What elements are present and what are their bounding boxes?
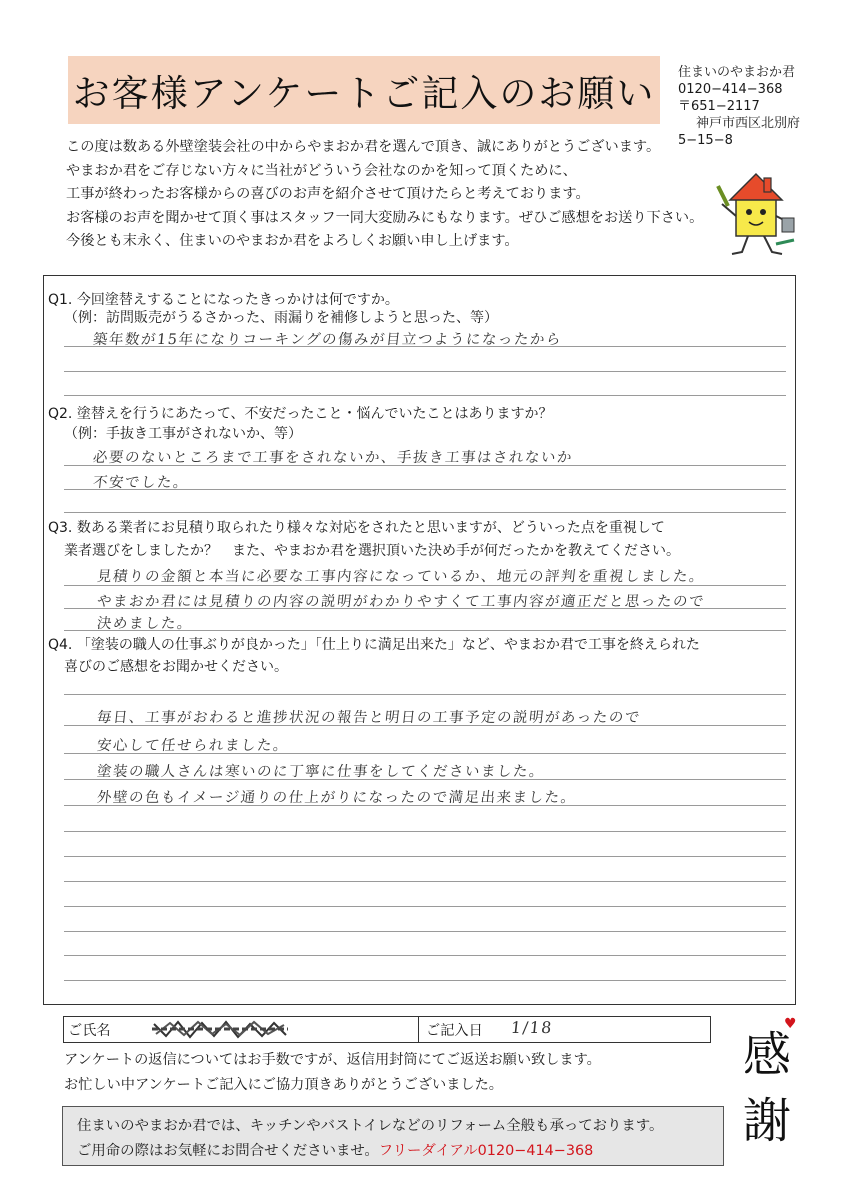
house-mascot-icon <box>716 160 800 260</box>
q4-question-cont: 喜びのご感想をお聞かせください。 <box>64 659 288 675</box>
intro-line: お客様のお声を聞かせて頂く事はスタッフ一同大変励みにもなります。ぜひご感想をお送り下さい。 <box>66 209 704 226</box>
answer-rule <box>64 630 786 631</box>
thanks-note: お忙しい中アンケートご記入にご協力頂きありがとうございました。 <box>64 1077 503 1093</box>
date-label: ご記入日 <box>426 1023 483 1039</box>
footer-box <box>62 1106 724 1166</box>
answer-rule <box>64 725 786 726</box>
q1-answer-line: 築年数が15年になりコーキングの傷みが目立つようになったから <box>92 332 563 348</box>
answer-rule <box>64 753 786 754</box>
footer-line-2 <box>77 1139 593 1160</box>
answer-rule <box>64 371 786 372</box>
answer-rule <box>64 980 786 981</box>
q3-answer-line: やまおか君には見積りの内容の説明がわかりやすくて工事内容が適正だと思ったので <box>96 594 706 610</box>
answer-rule <box>64 881 786 882</box>
name-label: ご氏名 <box>68 1023 111 1039</box>
heart-icon: ♥ <box>784 1016 797 1032</box>
q2-question: Q2. 塗替えを行うにあたって、不安だったこと・悩んでいたことはありますか？ <box>48 406 553 422</box>
footer-contact-text: ご用命の際はお気軽にお問合せくださいませ。 <box>77 1143 379 1159</box>
answer-rule <box>64 779 786 780</box>
q1-example: （例：訪問販売がうるさかった、雨漏りを補修しようと思った、等） <box>64 310 498 326</box>
q4-question: Q4. 「塗装の職人の仕事ぶりが良かった」「仕上りに満足出来た」など、やまおか君で工事を終えられた <box>48 637 700 653</box>
answer-rule <box>64 906 786 907</box>
answer-rule <box>64 395 786 396</box>
kansha-char: 謝 <box>742 1093 791 1149</box>
answer-rule <box>64 465 786 466</box>
answer-rule <box>64 346 786 347</box>
company-name: 住まいのやまおか君 <box>678 65 796 80</box>
answer-rule <box>64 608 786 609</box>
company-address-1: 神戸市西区北別府 <box>696 116 801 131</box>
name-date-divider <box>418 1016 419 1043</box>
q2-answer-line: 必要のないところまで工事をされないか、手抜き工事はされないか <box>92 450 574 466</box>
kansha-char: 感 <box>742 1027 791 1083</box>
answer-rule <box>64 931 786 932</box>
answer-rule <box>64 512 786 513</box>
kansha-calligraphy <box>732 1022 802 1154</box>
free-dial-number: フリーダイアル0120−414−368 <box>378 1143 594 1159</box>
title-band <box>68 56 660 124</box>
return-note: アンケートの返信についてはお手数ですが、返信用封筒にてご返送お願い致します。 <box>64 1052 601 1068</box>
answer-rule <box>64 856 786 857</box>
q3-answer-line: 見積りの金額と本当に必要な工事内容になっているか、地元の評判を重視しました。 <box>96 569 706 585</box>
answer-rule <box>64 489 786 490</box>
redacted-name-scribble <box>150 1016 290 1043</box>
q3-question-cont: 業者選びをしましたか？ また、やまおか君を選択頂いた決め手が何だったかを教えてください。 <box>64 543 680 559</box>
intro-line: 工事が終わったお客様からの喜びのお声を紹介させて頂けたらと考えております。 <box>66 186 590 203</box>
intro-line: 今後とも末永く、住まいのやまおか君をよろしくお願い申し上げます。 <box>66 233 519 250</box>
footer-line-1: 住まいのやまおか君では、キッチンやバストイレなどのリフォーム全般も承っております。 <box>77 1118 664 1134</box>
answer-rule <box>64 805 786 806</box>
q1-question: Q1. 今回塗替えすることになったきっかけは何ですか。 <box>48 292 399 308</box>
date-value: 1/18 <box>510 1018 554 1037</box>
company-postal: 〒651−2117 <box>678 99 760 114</box>
intro-line: この度は数ある外壁塗装会社の中からやまおか君を選んで頂き、誠にありがとうございます。 <box>66 139 661 155</box>
q4-answer-line: 外壁の色もイメージ通りの仕上がりになったので満足出来ました。 <box>96 790 578 806</box>
q2-example: （例：手抜き工事がされないか、等） <box>64 426 302 442</box>
q4-answer-line: 塗装の職人さんは寒いのに丁寧に仕事をしてくださいました。 <box>96 764 546 780</box>
intro-text <box>66 136 746 254</box>
q4-answer-line: 毎日、工事がおわると進捗状況の報告と明日の工事予定の説明があったので <box>96 710 642 726</box>
intro-line: やまおか君をご存じない方々に当社がどういう会社なのかを知って頂くために、 <box>66 162 577 179</box>
page-title: お客様アンケートご記入のお願い <box>72 72 656 115</box>
answer-rule <box>64 585 786 586</box>
q3-question: Q3. 数ある業者にお見積り取られたり様々な対応をされたと思いますが、どういった点を重視して <box>48 520 665 536</box>
company-address-2: 5−15−8 <box>678 133 733 148</box>
answer-rule <box>64 955 786 956</box>
answer-rule <box>64 831 786 832</box>
q2-answer-line: 不安でした。 <box>92 475 190 491</box>
q3-answer-line: 決めました。 <box>96 616 194 632</box>
company-phone: 0120−414−368 <box>678 82 783 97</box>
answer-rule <box>64 694 786 695</box>
q4-answer-line: 安心して任せられました。 <box>96 738 290 754</box>
